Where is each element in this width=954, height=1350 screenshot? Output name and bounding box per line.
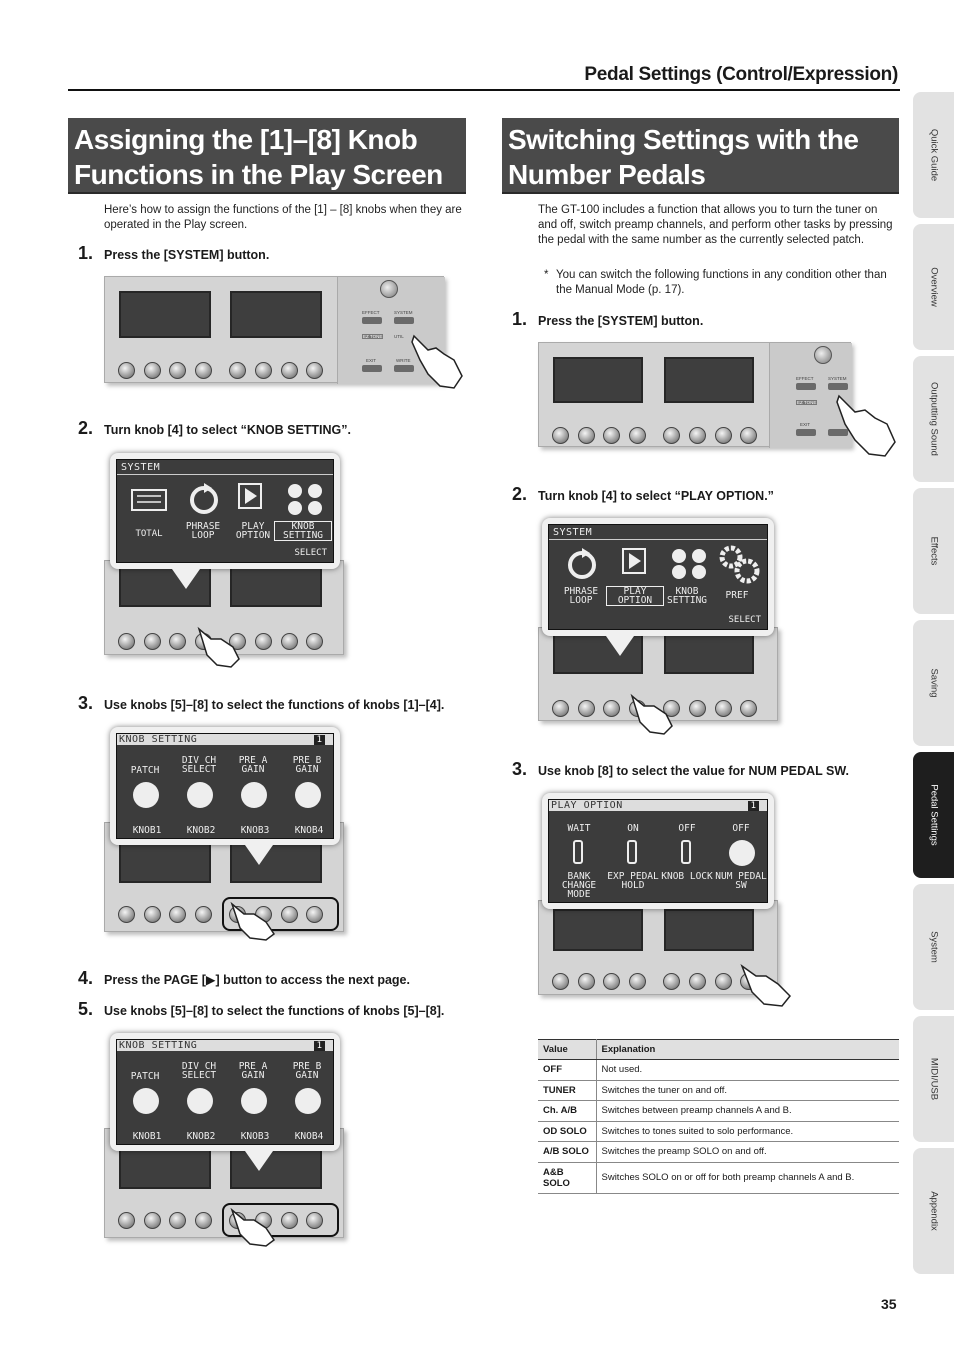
param-div-ch-select: DIV CH SELECT (181, 1061, 217, 1081)
select-label: SELECT (728, 615, 761, 625)
knob-2[interactable] (144, 1212, 161, 1229)
tab-label: Pedal Settings (928, 784, 939, 846)
table-cell: Switches the preamp SOLO on and off. (596, 1142, 899, 1163)
knob-label: KNOB3 (240, 825, 270, 836)
note-asterisk: * (544, 269, 549, 281)
knob-4[interactable] (629, 973, 646, 990)
table-row (538, 1060, 899, 1081)
pointing-hand-icon (195, 625, 243, 669)
lcd-knob-icon (187, 782, 213, 808)
lcd-knob-icon (241, 1088, 267, 1114)
effect-button[interactable] (796, 383, 816, 390)
knob-6[interactable] (689, 700, 706, 717)
switch-icon (573, 840, 583, 864)
play-option-icon (237, 482, 267, 516)
pointing-hand-icon (738, 962, 794, 1008)
page-indicator: 1 (314, 1041, 325, 1051)
play-option-icon (621, 547, 651, 581)
knob-8[interactable] (306, 1212, 323, 1229)
knob-5[interactable] (663, 427, 680, 444)
param-patch: PATCH (130, 1071, 160, 1082)
system-option-phrase-loop: PHRASE LOOP (563, 586, 599, 606)
knob-8[interactable] (740, 427, 757, 444)
knob-label: KNOB4 (294, 825, 324, 836)
knob-4[interactable] (195, 906, 212, 923)
table-cell: Switches SOLO on or off for both preamp channels A and B. (596, 1162, 899, 1193)
tab-label: Effects (928, 536, 939, 566)
knob-7[interactable] (715, 427, 732, 444)
param-div-ch-select: DIV CH SELECT (181, 755, 217, 775)
right-step-3 (512, 759, 849, 780)
step-text: Press the [SYSTEM] button. (538, 314, 704, 328)
system-screen-popup (542, 518, 774, 636)
step-text: Turn knob [4] to select “KNOB SETTING”. (104, 423, 352, 437)
value-num-pedal-sw: OFF (732, 823, 750, 834)
knob-1[interactable] (118, 906, 135, 923)
tab-label: Outputting Sound (928, 382, 939, 456)
screen-title: SYSTEM (553, 527, 593, 538)
right-section-heading: Switching Settings with the Number Pedals (502, 118, 899, 194)
system-button[interactable] (394, 317, 414, 324)
value-exp-pedal-hold: ON (627, 823, 639, 834)
loop-icon (565, 547, 599, 581)
pointing-hand-icon (410, 330, 466, 392)
left-step-1 (78, 243, 269, 264)
btn-label: EXIT (800, 422, 811, 427)
knob-3[interactable] (169, 906, 186, 923)
right-note-text: You can switch the following functions in any condition other than the Manual Mode (p. 17). (556, 269, 887, 296)
knob-3[interactable] (169, 1212, 186, 1229)
knob-7[interactable] (715, 973, 732, 990)
screen-title: PLAY OPTION (549, 800, 767, 811)
lcd-knob-icon (187, 1088, 213, 1114)
right-intro: The GT-100 includes a function that allows you to turn the tuner on and off, switch preamp channels, and perform other tasks by pressing the pedal with the same number as the currently selected patch. (538, 204, 893, 246)
system-screen-popup (110, 453, 340, 569)
knob-label: KNOB1 (132, 825, 162, 836)
knob-5[interactable] (229, 362, 246, 379)
table-cell: Switches the tuner on and off. (596, 1080, 899, 1101)
pointing-hand-icon (628, 692, 676, 736)
tab-label: MIDI/USB (928, 1057, 939, 1101)
table-header: Explanation (596, 1040, 899, 1060)
system-option-total: TOTAL (135, 529, 163, 539)
tab-appendix[interactable] (913, 1148, 954, 1274)
knob-3[interactable] (603, 427, 620, 444)
right-note (538, 268, 888, 298)
page-indicator: 1 (314, 735, 325, 745)
left-display (119, 291, 211, 338)
left-intro: Here’s how to assign the functions of the [1] – [8] knobs when they are operated in the Play screen. (104, 204, 462, 231)
knob-6[interactable] (255, 362, 272, 379)
system-option-play-option: PLAY OPTION (607, 587, 663, 605)
knob-2[interactable] (578, 427, 595, 444)
knob-1[interactable] (118, 1212, 135, 1229)
table-row (538, 1080, 899, 1101)
knob-2[interactable] (144, 633, 161, 650)
right-display (230, 291, 322, 338)
knob-4[interactable] (195, 362, 212, 379)
system-option-knob-setting: KNOB SETTING (666, 586, 708, 606)
select-label: SELECT (294, 548, 327, 558)
value-knob-lock: OFF (678, 823, 696, 834)
btn-label: UTIL (394, 334, 404, 339)
page-number: 35 (881, 1296, 897, 1312)
table-cell: OFF (538, 1060, 596, 1081)
pointing-hand-icon (835, 392, 899, 460)
screen-title: KNOB SETTING (117, 734, 333, 745)
knob-6[interactable] (689, 427, 706, 444)
knob-1[interactable] (552, 973, 569, 990)
tab-label: Saving (928, 668, 939, 698)
right-step-1 (512, 309, 703, 330)
value-explanation-table (538, 1039, 899, 1194)
exit-button[interactable] (796, 429, 816, 436)
tab-system[interactable] (913, 884, 954, 1010)
gt100-panel-figure (104, 276, 444, 383)
step-text: Press the PAGE [▶] button to access the next page. (104, 973, 410, 987)
knob-label: KNOB4 (294, 1131, 324, 1142)
knob-1[interactable] (118, 362, 135, 379)
knob-6[interactable] (689, 973, 706, 990)
step-number: 3. (512, 759, 528, 779)
table-header-row (538, 1040, 899, 1060)
knob-3[interactable] (169, 633, 186, 650)
knob-2[interactable] (144, 906, 161, 923)
effect-button[interactable] (362, 317, 382, 324)
left-step-3 (78, 693, 444, 714)
switch-icon (627, 840, 637, 864)
param-pre-a-gain: PRE A GAIN (238, 755, 268, 775)
btn-label: EXIT (366, 358, 377, 363)
tab-midi-usb[interactable] (913, 1016, 954, 1142)
popup-pointer (172, 569, 200, 589)
param-pre-b-gain: PRE B GAIN (292, 755, 322, 775)
knob-8[interactable] (306, 906, 323, 923)
keyboard-icon (131, 484, 167, 514)
step-number: 4. (78, 968, 94, 988)
left-display (553, 357, 643, 403)
table-cell: Not used. (596, 1060, 899, 1081)
left-step-4 (78, 968, 410, 989)
btn-label: WRITE (396, 358, 411, 363)
value-bank-change-mode: WAIT (567, 823, 591, 834)
knob-label: KNOB2 (186, 1131, 216, 1142)
btn-label: EFFECT (796, 376, 814, 381)
tab-effects[interactable] (913, 488, 954, 614)
left-step-2 (78, 418, 351, 439)
step-text: Use knob [8] to select the value for NUM PEDAL SW. (538, 764, 849, 778)
knob-3[interactable] (169, 362, 186, 379)
knob-2[interactable] (578, 700, 595, 717)
popup-pointer (245, 845, 273, 865)
tab-quick-guide[interactable] (913, 92, 954, 218)
knob-4[interactable] (195, 1212, 212, 1229)
lcd-knob-icon (295, 782, 321, 808)
lcd-knob-icon (133, 782, 159, 808)
table-row (538, 1142, 899, 1163)
param-patch: PATCH (130, 765, 160, 776)
lcd-knob-icon (729, 840, 755, 866)
knob-7[interactable] (281, 633, 298, 650)
table-cell: TUNER (538, 1080, 596, 1101)
label-bank-change-mode: BANK CHANGE MODE (561, 871, 597, 900)
knob-1[interactable] (118, 633, 135, 650)
lcd-knob-icon (241, 782, 267, 808)
knob-7[interactable] (281, 362, 298, 379)
knob-8[interactable] (306, 362, 323, 379)
table-cell: Switches between preamp channels A and B. (596, 1101, 899, 1122)
page-indicator: 1 (748, 801, 759, 811)
system-option-pref: PREF (725, 590, 749, 601)
knob-1[interactable] (552, 427, 569, 444)
knob-setting-icon (669, 547, 709, 581)
btn-label: EZ TONE (363, 334, 383, 339)
right-step-2 (512, 484, 774, 505)
step-text: Press the [SYSTEM] button. (104, 248, 270, 262)
right-display (664, 357, 754, 403)
table-cell: Switches to tones suited to solo performance. (596, 1121, 899, 1142)
pointing-hand-icon (228, 900, 278, 942)
knob-3[interactable] (603, 973, 620, 990)
btn-label: EZ TONE (797, 400, 817, 405)
knob-setting-popup-2 (110, 1033, 340, 1151)
knob-2[interactable] (578, 973, 595, 990)
tab-label: System (928, 931, 939, 963)
knob-setting-popup (110, 727, 340, 845)
tab-overview[interactable] (913, 224, 954, 350)
tab-label: Overview (928, 267, 939, 307)
table-cell: OD SOLO (538, 1121, 596, 1142)
knob-7[interactable] (281, 906, 298, 923)
tab-saving[interactable] (913, 620, 954, 746)
knob-6[interactable] (255, 633, 272, 650)
main-dial-icon (814, 346, 832, 364)
knob-7[interactable] (715, 700, 732, 717)
label-knob-lock: KNOB LOCK (661, 871, 713, 882)
step-number: 5. (78, 999, 94, 1019)
label-num-pedal-sw: NUM PEDAL SW (715, 871, 767, 891)
table-row (538, 1101, 899, 1122)
switch-icon (681, 840, 691, 864)
play-option-popup (542, 793, 774, 909)
left-step-5 (78, 999, 444, 1020)
tab-pedal-settings[interactable] (913, 752, 954, 878)
popup-pointer (245, 1151, 273, 1171)
knob-2[interactable] (144, 362, 161, 379)
system-option-knob-setting: KNOB SETTING (275, 522, 331, 540)
tab-label: Appendix (928, 1191, 939, 1231)
screen-title: KNOB SETTING (117, 1040, 333, 1051)
main-dial-icon (380, 280, 398, 298)
knob-4[interactable] (629, 427, 646, 444)
gear-icon (717, 545, 763, 585)
param-pre-a-gain: PRE A GAIN (238, 1061, 268, 1081)
step-number: 2. (512, 484, 528, 504)
left-section-heading: Assigning the [1]–[8] Knob Functions in the Play Screen (68, 118, 466, 194)
loop-icon (187, 482, 221, 516)
table-row (538, 1162, 899, 1193)
btn-label: SYSTEM (394, 310, 413, 315)
knob-3[interactable] (603, 700, 620, 717)
table-cell: Ch. A/B (538, 1101, 596, 1122)
tab-outputting-sound[interactable] (913, 356, 954, 482)
tab-label: Quick Guide (928, 128, 939, 182)
knob-label: KNOB3 (240, 1131, 270, 1142)
popup-pointer (606, 636, 634, 656)
step-number: 3. (78, 693, 94, 713)
lcd-knob-icon (295, 1088, 321, 1114)
header-rule (68, 89, 900, 91)
label-exp-pedal-hold: EXP PEDAL HOLD (607, 871, 659, 891)
screen-title: SYSTEM (121, 462, 161, 473)
system-option-play-option: PLAY OPTION (235, 521, 271, 541)
step-number: 1. (512, 309, 528, 329)
system-option-phrase-loop: PHRASE LOOP (185, 521, 221, 541)
param-pre-b-gain: PRE B GAIN (292, 1061, 322, 1081)
table-row (538, 1121, 899, 1142)
knob-label: KNOB2 (186, 825, 216, 836)
knob-8[interactable] (306, 633, 323, 650)
step-text: Turn knob [4] to select “PLAY OPTION.” (538, 489, 774, 503)
exit-button[interactable] (362, 365, 382, 372)
pointing-hand-icon (228, 1206, 278, 1248)
knob-setting-icon (285, 481, 325, 517)
knob-8[interactable] (740, 700, 757, 717)
table-cell: A/B SOLO (538, 1142, 596, 1163)
knob-5[interactable] (663, 973, 680, 990)
step-number: 1. (78, 243, 94, 263)
table-cell: A&B SOLO (538, 1162, 596, 1193)
knob-7[interactable] (281, 1212, 298, 1229)
system-button[interactable] (828, 383, 848, 390)
table-header: Value (538, 1040, 596, 1060)
gt100-panel-figure (538, 342, 851, 447)
lcd-knob-icon (133, 1088, 159, 1114)
btn-label: EFFECT (362, 310, 380, 315)
step-text: Use knobs [5]–[8] to select the functions of knobs [1]–[4]. (104, 698, 445, 712)
btn-label: SYSTEM (828, 376, 847, 381)
step-number: 2. (78, 418, 94, 438)
section-header-title: Pedal Settings (Control/Expression) (584, 64, 898, 85)
step-text: Use knobs [5]–[8] to select the functions of knobs [5]–[8]. (104, 1004, 445, 1018)
knob-1[interactable] (552, 700, 569, 717)
knob-label: KNOB1 (132, 1131, 162, 1142)
